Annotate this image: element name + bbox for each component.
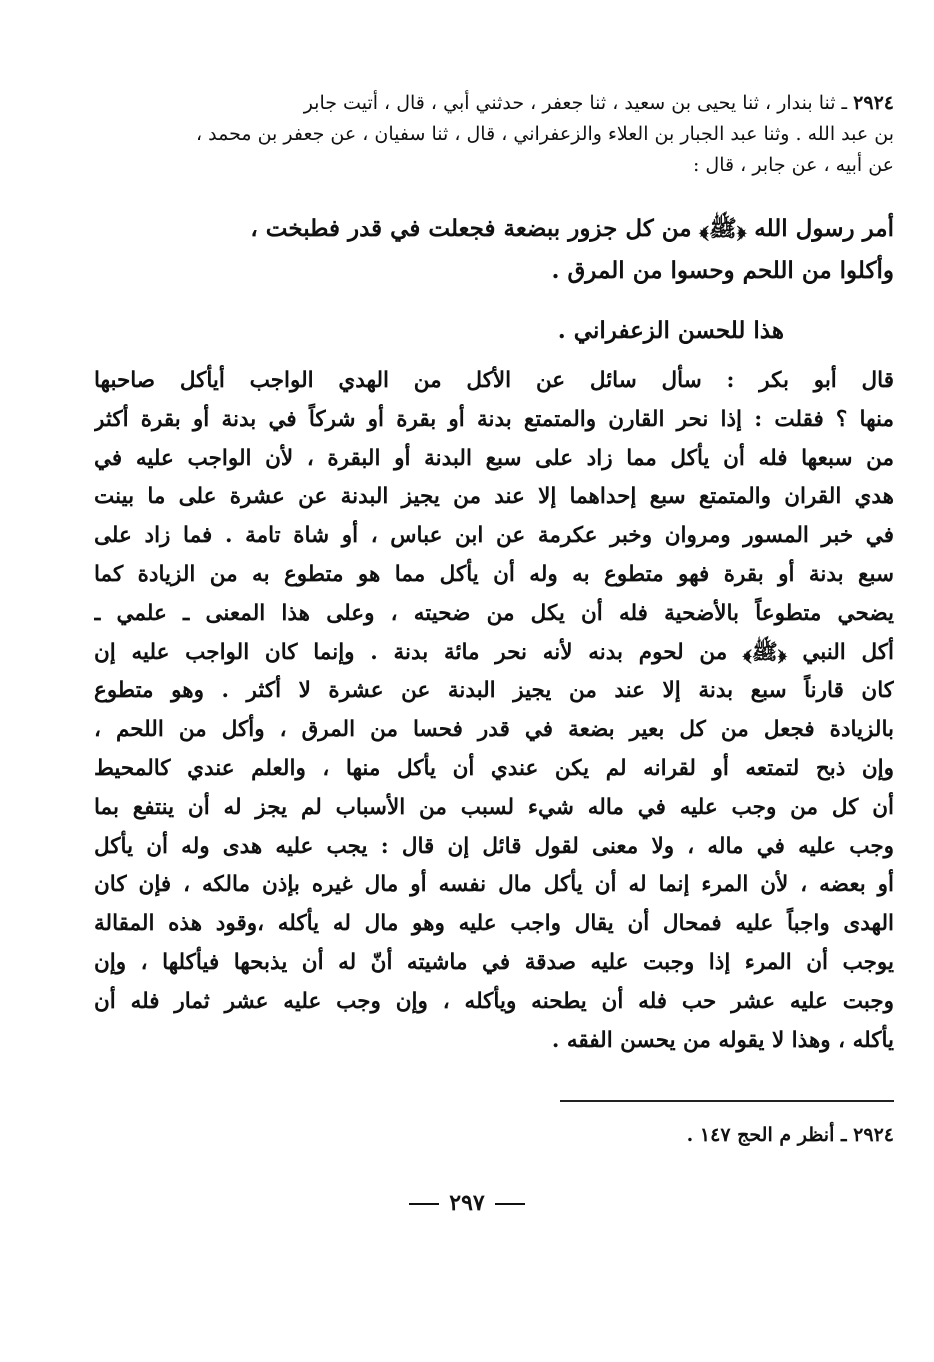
commentary [94, 362, 894, 1060]
matn-line-1: أمر رسول الله ﴿ﷺ﴾ من كل جزور ببضعة فجعلت في قدر فطبخت ، [250, 215, 894, 242]
isnad-line-2: بن عبد الله . وثنا عبد الجبار بن العلاء والزعفراني ، قال ، ثنا سفيان ، عن جعفر بن محمد ، [195, 123, 894, 145]
commentary-line: الهدى واجباً عليه فمحال أن يقال واجب عليه وهو مال له يأكله ،وقود هذه المقالة [94, 911, 894, 937]
dash-right [495, 1203, 525, 1205]
commentary-line: هدي القران والمتمتع سبع إحداهما إلا عند من يجيز البدنة عن عشرة على ما بينت [94, 484, 894, 510]
page-number [0, 1190, 934, 1216]
commentary-line: أن كل من وجب عليه في ماله شيء لسبب من الأسباب لم يجز له أن ينتفع بما [94, 794, 894, 820]
hadith-matn [94, 208, 894, 292]
commentary-line: كان قارناً سبع بدنة إلا عند من يجيز البدنة عن عشرة لا أكثر . وهو متطوع [94, 678, 894, 704]
commentary-line: أو بعضه ، لأن المرء إنما له أن يأكل مال نفسه أو مال غيره بإذن مالكه ، فإن كان [94, 872, 894, 898]
hadith-isnad [94, 88, 894, 181]
commentary-line: وجب عليه في ماله ، ولا معنى لقول قائل إن قال : يجب عليه هدى وله أن يأكل [94, 833, 894, 859]
matn-line-2: وأكلوا من اللحم وحسوا من المرق . [551, 257, 894, 284]
commentary-line: منها ؟ فقلت : إذا نحر القارن والمتمتع بدنة أو بقرة أو شركاً في بدنة أو بقرة أكثر [94, 406, 894, 432]
commentary-line: بالزيادة فجعل من كل بعير بضعة في قدر فحسا من المرق ، وأكل من اللحم ، [94, 717, 894, 743]
isnad-line-1-text: ـ ثنا بندار ، ثنا يحيى بن سعيد ، ثنا جعفر ، حدثني أبي ، قال ، أتيت جابر [303, 92, 848, 114]
dash-left [409, 1203, 439, 1205]
attribution-note: هذا للحسن الزعفراني . [557, 317, 784, 344]
commentary-line: يضحي متطوعاً بالأضحية فله أن يكل من ضحيته ، وعلى هذا المعنى ـ علمي ـ [94, 600, 894, 626]
footnote: ٢٩٢٤ ـ أنظر م الحج ١٤٧ . [686, 1124, 894, 1146]
isnad-line-3: عن أبيه ، عن جابر ، قال : [692, 154, 894, 176]
page-number-digits: ٢٩٧ [449, 1190, 485, 1216]
commentary-line: في خبر المسور ومروان وخبر عكرمة عن ابن عباس ، أو شاة تامة . فما زاد على [94, 523, 894, 549]
commentary-line: قال أبو بكر : سأل سائل عن الأكل من الهدي الواجب أيأكل صاحبها [94, 368, 894, 393]
commentary-line: يوجب أن المرء إذا وجبت عليه صدقة في ماشيته أنّ له أن يذبحها فيأكلها ، وإن [94, 949, 894, 975]
commentary-line: وجبت عليه عشر حب فله أن يطحنه ويأكله ، وإن وجب عليه عشر ثمار فله أن [94, 988, 894, 1014]
footnote-separator [560, 1100, 894, 1102]
commentary-line: يأكله ، وهذا لا يقوله من يحسن الفقه . [551, 1027, 894, 1053]
commentary-line: أكل النبي ﴿ﷺ﴾ من لحوم بدنه لأنه نحر مائة بدنة . وإنما كان الواجب عليه إن [94, 639, 894, 665]
commentary-line: وإن ذبح لتمتعه أو لقرانه لم يكن عندي أن يأكل منها ، والعلم عندي كالمحيط [94, 755, 894, 781]
hadith-number: ٢٩٢٤ [853, 92, 894, 114]
commentary-line: سبع بدنة أو بقرة فهو متطوع به وله أن يأكل مما هو متطوع به من الزيادة كما [94, 561, 894, 587]
commentary-line: من سبعها فله أن يأكل مما زاد على سبع البدنة أو البقرة ، لأن الواجب عليه في [94, 445, 894, 471]
isnad-line-1 [94, 88, 894, 119]
